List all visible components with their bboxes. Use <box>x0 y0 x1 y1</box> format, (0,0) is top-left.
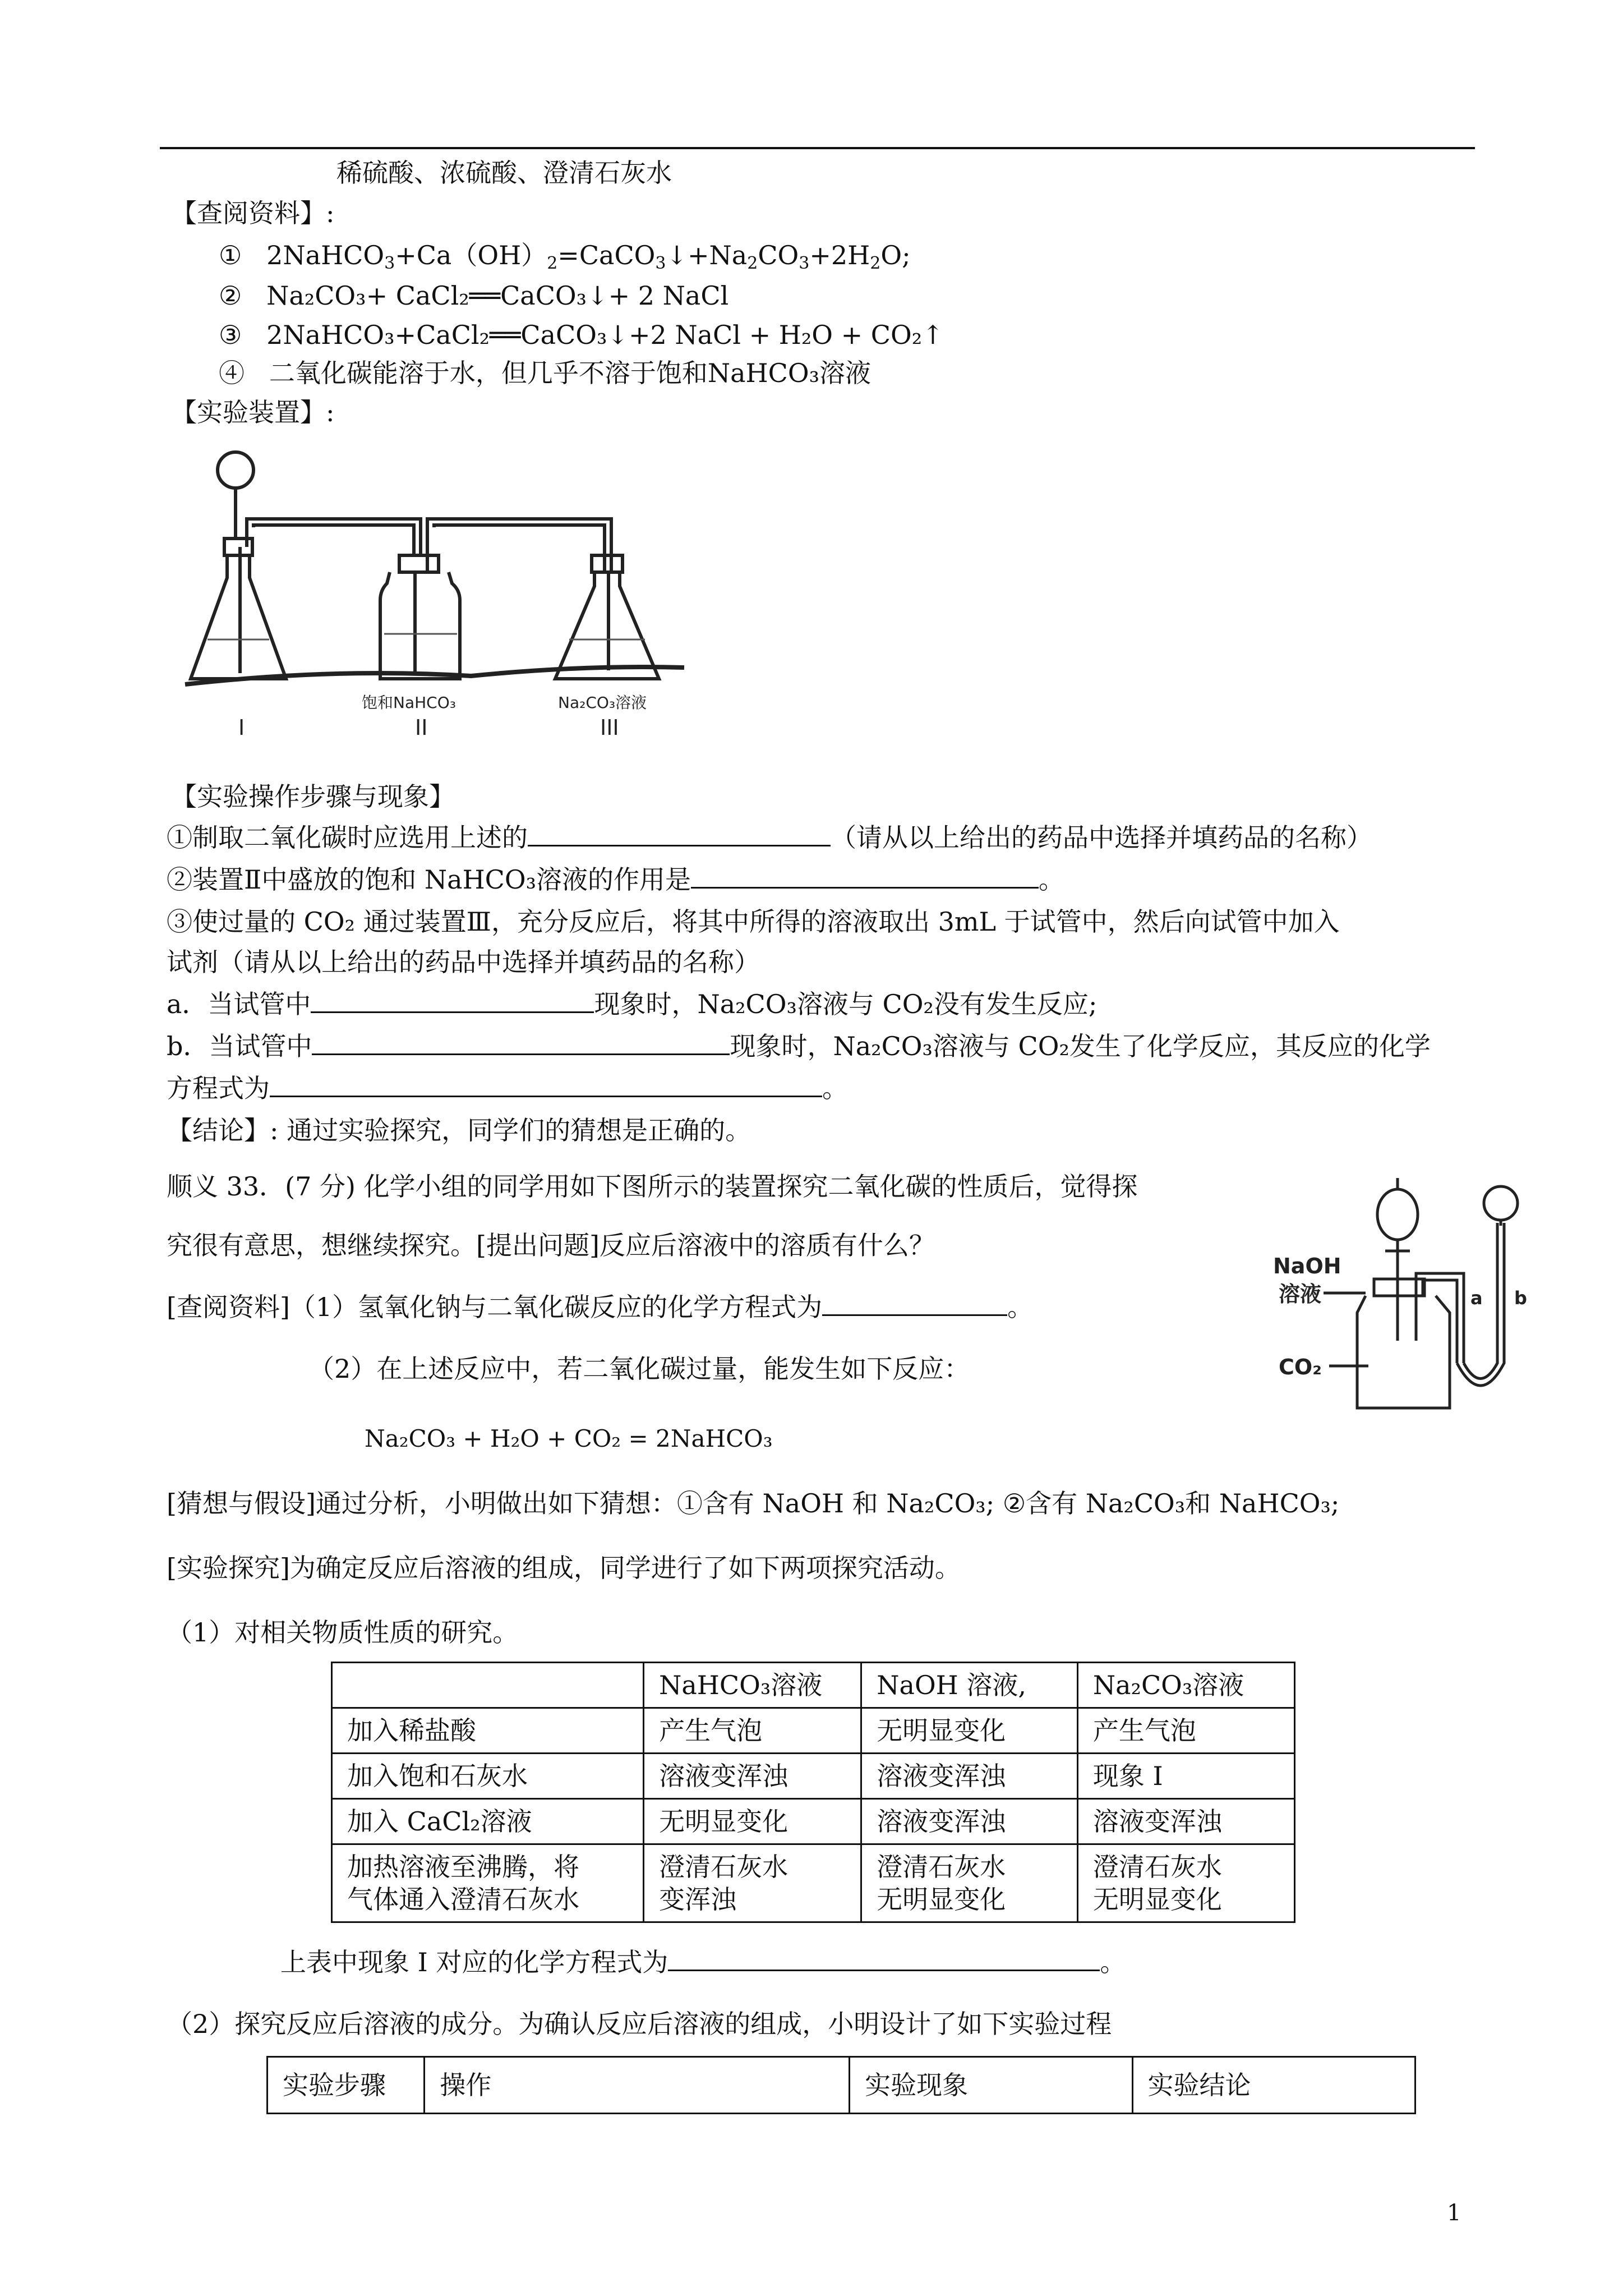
table-cell: 产生气泡 <box>1077 1708 1294 1754</box>
apparatus-label-1: I <box>238 715 245 740</box>
apparatus-label-2: II <box>415 715 428 740</box>
table-header-cell: Na₂CO₃溶液 <box>1077 1663 1294 1708</box>
table-cell: 溶液变浑浊 <box>861 1754 1078 1799</box>
q33-equation: Na₂CO₃ + H₂O + CO₂ = 2NaHCO₃ <box>365 1425 773 1452</box>
table-row <box>332 1844 1295 1922</box>
blank-q33-ref1[interactable] <box>822 1292 1007 1316</box>
table-cell: 澄清石灰水 无明显变化 <box>1077 1844 1294 1922</box>
blank-step-a[interactable] <box>311 989 594 1013</box>
naoh-co2-diagram <box>1273 1172 1587 1419</box>
conclusion: 【结论】: 通过实验探究，同学们的猜想是正确的。 <box>167 1115 751 1145</box>
q33-intro-line2: 究很有意思，想继续探究。[提出问题]反应后溶液中的溶质有什么？ <box>167 1230 935 1260</box>
table-cell: 溶液变浑浊 <box>861 1799 1078 1844</box>
table-row <box>332 1754 1295 1799</box>
table-cell: 现象 I <box>1077 1754 1294 1799</box>
table-row <box>332 1799 1295 1844</box>
table-cell: 澄清石灰水 变浑浊 <box>644 1844 861 1922</box>
table-cell: 加入饱和石灰水 <box>332 1754 644 1799</box>
table-header-cell <box>332 1663 644 1708</box>
table-header-cell: 实验步骤 <box>268 2057 425 2114</box>
properties-table <box>331 1662 1295 1923</box>
header-rule <box>160 147 1475 149</box>
table-cell: 加入 CaCl₂溶液 <box>332 1799 644 1844</box>
q33-ref1: [查阅资料]（1）氢氧化钠与二氧化碳反应的化学方程式为 。 <box>167 1292 1034 1322</box>
fig2-label-a: a <box>1470 1287 1483 1309</box>
apparatus-caption-3: Na₂CO₃溶液 <box>558 693 647 712</box>
fig2-label-soln: 溶液 <box>1279 1282 1322 1306</box>
table-cell: 加热溶液至沸腾，将 气体通入澄清石灰水 <box>332 1844 644 1922</box>
step-2: ②装置Ⅱ中盛放的饱和 NaHCO₃溶液的作用是 。 <box>167 864 1065 895</box>
q33-intro-line1: 顺义 33．(7 分) 化学小组的同学用如下图所示的装置探究二氧化碳的性质后，觉得探 <box>167 1171 1138 1202</box>
table-cell: 溶液变浑浊 <box>644 1754 861 1799</box>
ref-item-2: ② Na₂CO₃+ CaCl₂══CaCO₃↓+ 2 NaCl <box>219 280 729 311</box>
table-cell: 溶液变浑浊 <box>1077 1799 1294 1844</box>
section-steps-heading: 【实验操作步骤与现象】 <box>171 781 455 812</box>
step-b: b．当试管中 现象时，Na₂CO₃溶液与 CO₂发生了化学反应，其反应的化学 <box>167 1031 1431 1061</box>
section-apparatus-heading: 【实验装置】: <box>171 397 335 427</box>
step-3-line2: 试剂（请从以上给出的药品中选择并填药品的名称） <box>167 947 760 977</box>
q33-part2: （2）探究反应后溶液的成分。为确认反应后溶液的组成，小明设计了如下实验过程 <box>167 2009 1112 2039</box>
apparatus-label-3: III <box>600 715 619 740</box>
q33-part1: （1）对相关物质性质的研究。 <box>167 1617 519 1648</box>
blank-step-b[interactable] <box>312 1031 730 1055</box>
table-header-row <box>332 1663 1295 1708</box>
q33-phenomenon: 上表中现象 I 对应的化学方程式为 。 <box>280 1947 1126 1977</box>
table-header-cell: NaHCO₃溶液 <box>644 1663 861 1708</box>
blank-phenomenon-equation[interactable] <box>668 1947 1100 1971</box>
table-header-cell: NaOH 溶液, <box>861 1663 1078 1708</box>
q33-ref2: （2）在上述反应中，若二氧化碳过量，能发生如下反应： <box>308 1354 970 1384</box>
ref-item-4: ④ 二氧化碳能溶于水，但几乎不溶于饱和NaHCO₃溶液 <box>219 358 872 388</box>
blank-step2[interactable] <box>691 864 1039 889</box>
page-number: 1 <box>1447 2200 1461 2226</box>
apparatus-diagram <box>168 443 695 757</box>
step-a: a．当试管中 现象时，Na₂CO₃溶液与 CO₂没有发生反应; <box>167 989 1098 1019</box>
section-ref-heading: 【查阅资料】: <box>171 198 335 228</box>
table-cell: 无明显变化 <box>644 1799 861 1844</box>
ref-item-1: ① $2NaHCO_3+Ca(OH)_2=CaCO_3↓+Na_2CO_3+2H_2O$; <box>219 240 911 273</box>
table-header-row <box>268 2057 1415 2114</box>
fig2-label-co2: CO₂ <box>1279 1355 1322 1379</box>
blank-step-b-equation[interactable] <box>270 1073 822 1097</box>
step-1: ①制取二氧化碳时应选用上述的 （请从以上给出的药品中选择并填药品的名称） <box>167 822 1372 853</box>
step-b-line2: 方程式为 。 <box>167 1073 848 1103</box>
reagents-line: 稀硫酸、浓硫酸、澄清石灰水 <box>336 158 672 188</box>
table-cell: 产生气泡 <box>644 1708 861 1754</box>
table-header-cell: 实验结论 <box>1132 2057 1415 2114</box>
ref-item-3: ③ 2NaHCO₃+CaCl₂══CaCO₃↓+2 NaCl + H₂O + CO₂↑ <box>219 320 944 350</box>
step-3-line1: ③使过量的 CO₂ 通过装置Ⅲ，充分反应后，将其中所得的溶液取出 3mL 于试管中，然后向试管中加入 <box>167 907 1340 937</box>
experiment-table <box>266 2056 1416 2114</box>
table-header-cell: 实验现象 <box>850 2057 1132 2114</box>
table-cell: 无明显变化 <box>861 1708 1078 1754</box>
table-row <box>332 1708 1295 1754</box>
q33-explore: [实验探究]为确定反应后溶液的组成，同学进行了如下两项探究活动。 <box>167 1553 961 1583</box>
apparatus-caption-2: 饱和NaHCO₃ <box>362 693 456 712</box>
table-cell: 加入稀盐酸 <box>332 1708 644 1754</box>
table-header-cell: 操作 <box>425 2057 850 2114</box>
table-cell: 澄清石灰水 无明显变化 <box>861 1844 1078 1922</box>
fig2-label-naoh: NaOH <box>1273 1254 1341 1278</box>
blank-step1[interactable] <box>528 822 831 846</box>
q33-guess: [猜想与假设]通过分析，小明做出如下猜想：①含有 NaOH 和 Na₂CO₃; ②含有 Na₂CO₃和 NaHCO₃; <box>167 1488 1340 1519</box>
fig2-label-b: b <box>1514 1287 1527 1309</box>
